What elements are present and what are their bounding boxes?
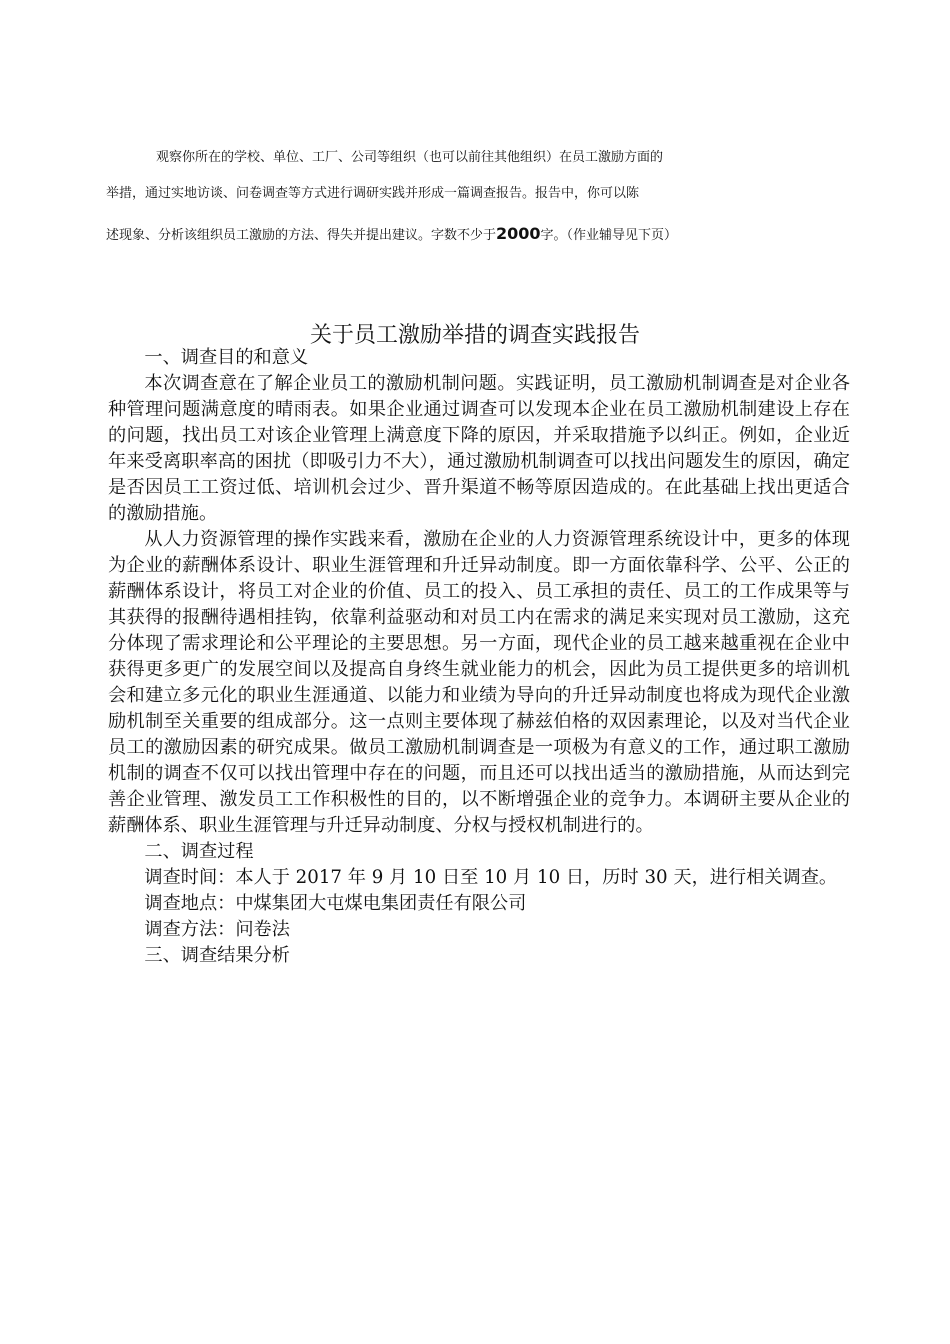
assignment-line-1: 观察你所在的学校、单位、工厂、公司等组织（也可以前往其他组织）在员工激励方面的	[156, 150, 664, 165]
section-1-heading: 一、调查目的和意义	[144, 347, 309, 368]
survey-method: 调查方法：问卷法	[144, 919, 290, 940]
section-3-heading: 三、调查结果分析	[144, 945, 290, 966]
section-2-heading: 二、调查过程	[144, 841, 254, 862]
assignment-line-3	[106, 224, 677, 243]
survey-time: 调查时间：本人于 2017 年 9 月 10 日至 10 月 10 日，历时 30 天，进行相关调查。	[144, 867, 838, 888]
survey-place: 调查地点：中煤集团大屯煤电集团责任有限公司	[144, 893, 527, 914]
assignment-line-2: 举措，通过实地访谈、问卷调查等方式进行调研实践并形成一篇调查报告。报告中，你可以陈	[106, 186, 640, 201]
assignment-line-3-suffix: 字。（作业辅导见下页）	[540, 228, 678, 243]
paragraph-purpose: 本次调查意在了解企业员工的激励机制问题。实践证明，员工激励机制调查是对企业各种管理问题满意度的晴雨表。如果企业通过调查可以发现本企业在员工激励机制建设上存在的问题，找出员工对该企业管理上满意度下降的原因，并采取措施予以纠正。例如，企业近年来受离职率高的困扰（即吸引力不大），通过激励机制调查可以找出问题发生的原因，确定是否因员工工资过低、培训机会过少、晋升渠道不畅等原因造成的。在此基础上找出更适合的激励措施。	[108, 373, 850, 524]
paragraph-significance: 从人力资源管理的操作实践来看，激励在企业的人力资源管理系统设计中，更多的体现为企业的薪酬体系设计、职业生涯管理和升迁异动制度。即一方面依靠科学、公平、公正的薪酬体系设计，将员工对企业的价值、员工的投入、员工承担的责任、员工的工作成果等与其获得的报酬待遇相挂钩，依靠利益驱动和对员工内在需求的满足来实现对员工激励，这充分体现了需求理论和公平理论的主要思想。另一方面，现代企业的员工越来越重视在企业中获得更多更广的发展空间以及提高自身终生就业能力的机会，因此为员工提供更多的培训机会和建立多元化的职业生涯通道、以能力和业绩为导向的升迁异动制度也将成为现代企业激励机制至关重要的组成部分。这一点则主要体现了赫兹伯格的双因素理论，以及对当代企业员工的激励因素的研究成果。做员工激励机制调查是一项极为有意义的工作，通过职工激励机制的调查不仅可以找出管理中存在的问题，而且还可以找出适当的激励措施，从而达到完善企业管理、激发员工工作积极性的目的，以不断增强企业的竞争力。本调研主要从企业的薪酬体系、职业生涯管理与升迁异动制度、分权与授权机制进行的。	[108, 529, 850, 836]
report-body	[108, 345, 850, 969]
assignment-line-3-prefix: 述现象、分析该组织员工激励的方法、得失并提出建议。字数不少于	[106, 228, 497, 243]
report-title: 关于员工激励举措的调查实践报告	[309, 323, 640, 348]
word-count-number: 2000	[496, 224, 541, 243]
